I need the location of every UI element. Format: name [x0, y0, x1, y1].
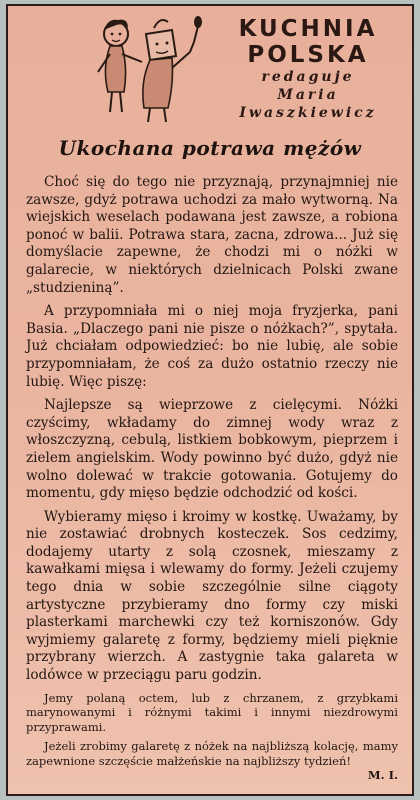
author-signature: M. I.	[367, 768, 398, 783]
editor-first-name: Maria	[277, 87, 339, 103]
newspaper-clipping	[6, 4, 414, 796]
column-title	[213, 16, 403, 122]
cook-couple-illustration	[94, 12, 204, 124]
column-header	[8, 6, 412, 131]
editor-last-name: Iwaszkiewicz	[239, 105, 377, 121]
paragraph-2: A przypomniała mi o niej moja fryzjerka, pani Basia. „Dlaczego pani nie pisze o nóżkach?”, spytała. Już chciałam odpowiedzieć: bo nie lubię, ale sobie przypomniałam, że coś za dużo ostatnio rzeczy nie lubię. Więc piszę:	[26, 303, 398, 390]
paragraph-1: Choć się do tego nie przyznają, przynajmniej nie zawsze, gdyż potrawa uchodzi za mało wytworną. Na wiejskich weselach podawana jest zawsze, a robiona ponoć w balii. Potrawa stara, zacna, zdrowa... Już się domyślacie zapewne, że chodzi mi o nóżki w galarecie, w niektórych dzielnicach Polski zwane „studzieniną”.	[26, 174, 398, 296]
paragraph-3: Najlepsze są wieprzowe z cielęcymi. Nóżki czyścimy, wkładamy do zimnej wody wraz z włoszczyzną, cebulą, listkiem bobkowym, pieprzem i zielem angielskim. Wody powinno być dużo, gdyż nie wolno dolewać w trakcie gotowania. Gotujemy do momentu, gdy mięso będzie odchodzić od kości.	[26, 397, 398, 502]
closing-note	[26, 739, 398, 783]
serving-note: Jemy polaną octem, lub z chrzanem, z grzybkami marynowanymi i różnymi takimi i innymi niezdrowymi przyprawami.	[26, 690, 398, 734]
title-line-2: POLSKA	[247, 42, 369, 68]
editor-label: redaguje	[261, 69, 355, 85]
title-line-1: KUCHNIA	[238, 16, 378, 42]
paragraph-4: Wybieramy mięso i kroimy w kostkę. Uważamy, by nie zostawiać drobnych kosteczek. Sos cedzimy, dodajemy utarty z solą czosnek, mieszamy z kawałkami mięsa i wlewamy do formy. Jeżeli czujemy tego dnia w sobie szczególnie silne ciągoty artystyczne przybieramy dno formy czy miski plasterkami marchewki czy też korniszonów. Gdy wyjmiemy galaretę z formy, będziemy mieli pięknie przybrany wierzch. A zastygnie taka galareta w lodówce w przeciągu paru godzin.	[26, 508, 398, 684]
article-body	[26, 174, 398, 783]
closing-note-text: Jeżeli zrobimy galaretę z nóżek na najbliższą kolację, mamy zapewnione szczęście małżeńskie na najbliższy tydzień!	[26, 739, 398, 768]
article-headline: Ukochana potrawa mężów	[58, 136, 362, 160]
